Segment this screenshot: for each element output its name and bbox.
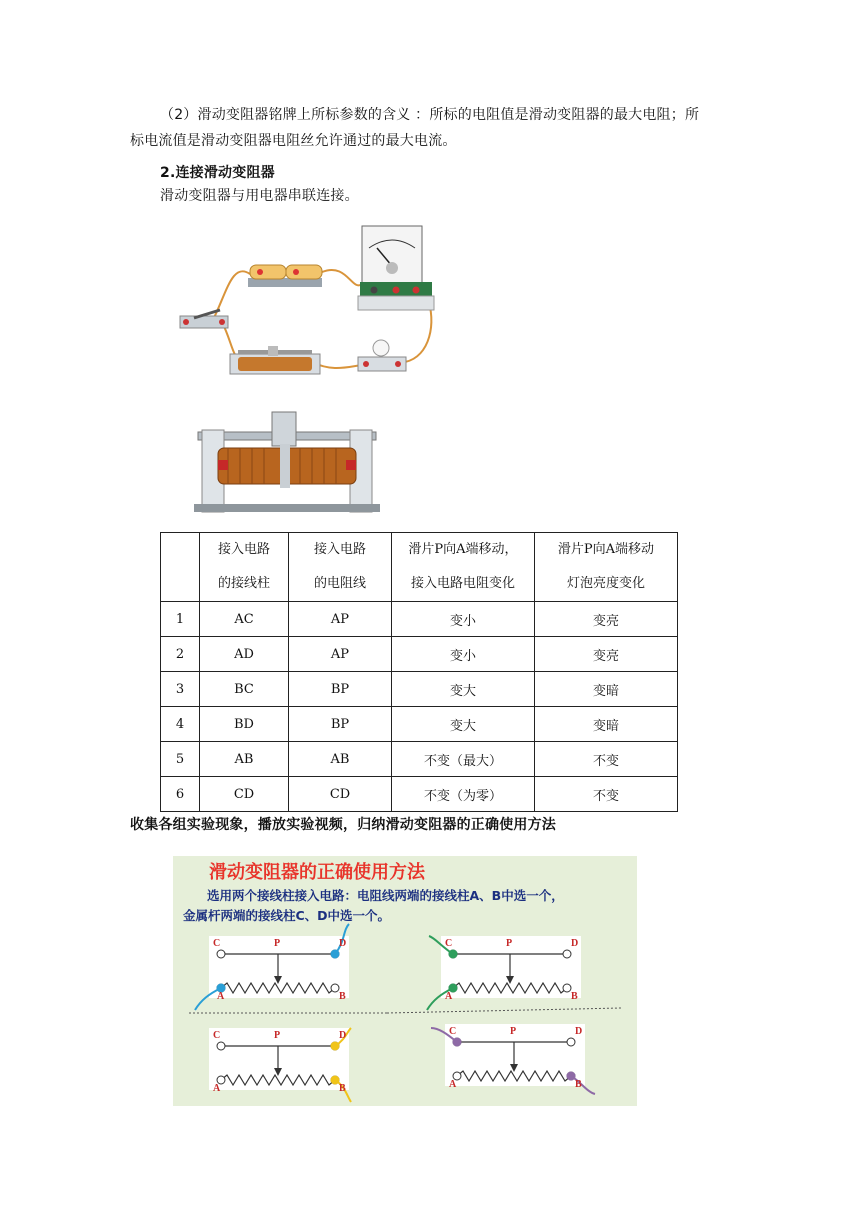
table-cell: AB: [200, 742, 289, 777]
table-cell: 变大: [392, 707, 535, 742]
table-cell: 6: [161, 777, 200, 812]
header-cell: 滑片P向A端移动， 接入电路电阻变化: [392, 533, 535, 602]
label-a: A: [213, 1083, 221, 1094]
table-cell: 变亮: [535, 637, 678, 672]
table-cell: 2: [161, 637, 200, 672]
table-cell: AB: [289, 742, 392, 777]
intro-line-2: 标电流值是滑动变阻器电阻丝允许通过的最大电流。: [130, 133, 457, 149]
label-a: A: [449, 1079, 457, 1090]
table-cell: 3: [161, 672, 200, 707]
header-cell: [161, 533, 200, 602]
table-cell: CD: [200, 777, 289, 812]
label-p: P: [506, 938, 513, 949]
table-row: [161, 777, 678, 812]
table-cell: 不变: [535, 777, 678, 812]
header-cell: 接入电路 的电阻线: [289, 533, 392, 602]
table-row: [161, 672, 678, 707]
header-cell: 接入电路 的接线柱: [200, 533, 289, 602]
label-p: P: [274, 1030, 281, 1041]
method-line-2: 金属杆两端的接线柱C、D中选一个。: [183, 908, 391, 923]
table-header-row: [161, 533, 678, 602]
table-cell: BC: [200, 672, 289, 707]
method-title: 滑动变阻器的正确使用方法: [209, 862, 425, 883]
label-d: D: [571, 938, 579, 949]
table-cell: BP: [289, 672, 392, 707]
table-cell: BD: [200, 707, 289, 742]
rheostat-icon: [230, 346, 320, 374]
table-cell: 变小: [392, 637, 535, 672]
table-row: [161, 637, 678, 672]
table-cell: AP: [289, 637, 392, 672]
intro-line-1: （2）滑动变阻器铭牌上所标参数的含义 ：所标的电阻值是滑动变阻器的最大电阻；所: [160, 107, 700, 123]
label-c: C: [213, 938, 221, 949]
table-cell: 变亮: [535, 602, 678, 637]
table-cell: BP: [289, 707, 392, 742]
switch-icon: [180, 310, 228, 328]
table-cell: AP: [289, 602, 392, 637]
section-heading: 2.连接滑动变阻器: [160, 165, 275, 181]
label-a: A: [445, 991, 453, 1002]
label-d: D: [339, 938, 347, 949]
method-line-1: 选用两个接线柱接入电路：电阻线两端的接线柱A、B中选一个，: [207, 888, 564, 903]
battery-icon: [248, 265, 322, 287]
table-cell: 1: [161, 602, 200, 637]
label-b: B: [575, 1079, 582, 1090]
section-text: 滑动变阻器与用电器串联连接。: [160, 188, 359, 204]
table-cell: 变暗: [535, 672, 678, 707]
label-b: B: [339, 991, 346, 1002]
header-cell: 滑片P向A端移动 灯泡亮度变化: [535, 533, 678, 602]
table-cell: AC: [200, 602, 289, 637]
label-c: C: [449, 1026, 457, 1037]
table-row: [161, 742, 678, 777]
label-p: P: [510, 1026, 517, 1037]
circuit-diagram: [172, 222, 442, 387]
table-row: [161, 707, 678, 742]
summary-text: 收集各组实验现象，播放实验视频，归纳滑动变阻器的正确使用方法: [130, 817, 556, 833]
rheostat-diagrams: [173, 856, 637, 1106]
label-p: P: [274, 938, 281, 949]
table-cell: 不变: [535, 742, 678, 777]
table-cell: 变大: [392, 672, 535, 707]
table-cell: 5: [161, 742, 200, 777]
label-d: D: [339, 1030, 347, 1041]
table-cell: 4: [161, 707, 200, 742]
table-cell: AD: [200, 637, 289, 672]
bulb-icon: [358, 340, 406, 371]
label-a: A: [217, 991, 225, 1002]
label-b: B: [571, 991, 578, 1002]
table-cell: 不变（最大）: [392, 742, 535, 777]
label-d: D: [575, 1026, 583, 1037]
method-figure: [173, 856, 637, 1106]
table-row: [161, 602, 678, 637]
rheostat-closeup: [188, 408, 386, 518]
label-c: C: [445, 938, 453, 949]
label-c: C: [213, 1030, 221, 1041]
label-b: B: [339, 1083, 346, 1094]
ammeter-icon: [358, 226, 434, 310]
table-cell: 变小: [392, 602, 535, 637]
table-cell: 变暗: [535, 707, 678, 742]
table-cell: CD: [289, 777, 392, 812]
table-cell: 不变（为零）: [392, 777, 535, 812]
rheostat-table: [160, 532, 678, 812]
